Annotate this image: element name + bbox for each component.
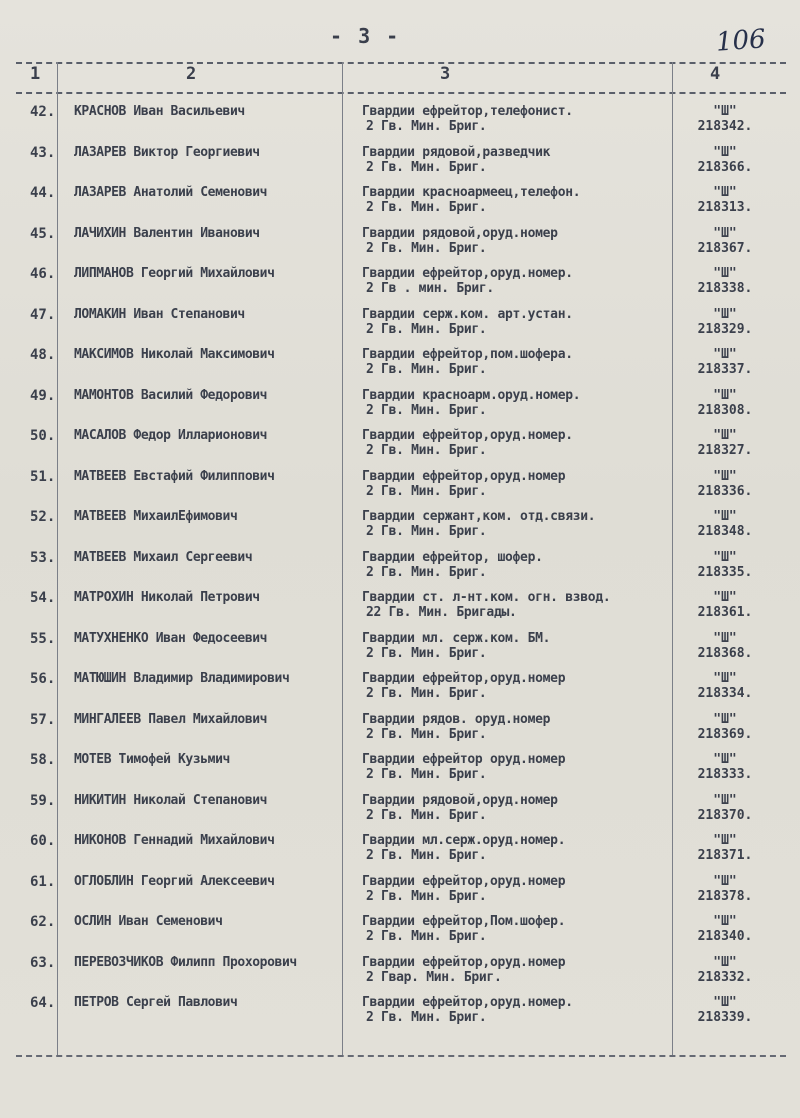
registration (680, 104, 770, 134)
registration-number: 218348. (697, 524, 753, 539)
registration (680, 752, 770, 782)
registration-number: 218370. (697, 807, 753, 823)
registration-code: "Ш" (713, 954, 737, 970)
unit: 2 Гв. Мин. Бриг. (366, 321, 487, 337)
entry-number: 59. (30, 792, 56, 809)
registration-code: "Ш" (713, 387, 737, 403)
person-name: МОТЕВ Тимофей Кузьмич (74, 752, 230, 767)
registration-code: "Ш" (713, 509, 737, 524)
person-name: ОГЛОБЛИН Георгий Алексеевич (74, 873, 275, 889)
rank-position: Гвардии ефрейтор,телефонист. (362, 104, 573, 119)
unit: 2 Гв. Мин. Бриг. (366, 929, 487, 944)
unit: 2 Гв. Мин. Бриг. (366, 443, 487, 458)
registration (680, 914, 770, 944)
rank-unit (362, 428, 662, 458)
unit: 2 Гв. Мин. Бриг. (366, 726, 487, 742)
person-name: ЛОМАКИН Иван Степанович (74, 306, 245, 322)
registration-code: "Ш" (713, 752, 737, 767)
rank-position: Гвардии ефрейтор,оруд.номер (362, 468, 566, 484)
person-name: ОСЛИН Иван Семенович (74, 914, 223, 929)
unit: 2 Гв. Мин. Бриг. (366, 524, 487, 539)
list-item (0, 671, 800, 712)
person-name: МАТУХНЕНКО Иван Федосеевич (74, 630, 268, 646)
rank-unit (362, 914, 662, 944)
rank-unit (362, 388, 662, 418)
unit: 2 Гв. Мин. Бриг. (366, 200, 487, 215)
unit: 2 Гв . мин. Бриг. (366, 281, 494, 296)
rank-unit (362, 793, 662, 823)
registration-code: "Ш" (713, 468, 737, 484)
entry-number: 46. (30, 266, 56, 282)
rank-position: Гвардии рядов. оруд.номер (362, 711, 551, 727)
registration (680, 226, 770, 256)
unit: 2 Гв. Мин. Бриг. (366, 645, 487, 661)
rank-unit (362, 874, 662, 904)
registration-code: "Ш" (713, 428, 737, 443)
rank-unit (362, 631, 662, 661)
unit: 2 Гв. Мин. Бриг. (366, 119, 487, 134)
unit: 2 Гв. Мин. Бриг. (366, 686, 487, 701)
rank-position: Гвардии ефрейтор,оруд.номер (362, 873, 566, 889)
registration (680, 712, 770, 742)
footer-rule (16, 1055, 786, 1057)
registration-code: "Ш" (713, 833, 737, 848)
registration-number: 218313. (697, 200, 753, 215)
entry-number: 45. (30, 225, 56, 242)
unit: 2 Гв. Мин. Бриг. (366, 362, 487, 377)
person-name: МАТВЕЕВ Евстафий Филиппович (74, 468, 275, 484)
registration (680, 833, 770, 863)
rank-position: Гвардии ефрейтор,оруд.номер (362, 954, 566, 970)
person-name: ЛИПМАНОВ Георгий Михайлович (74, 266, 275, 281)
rank-position: Гвардии рядовой,оруд.номер (362, 792, 558, 808)
person-name: МАКСИМОВ Николай Максимович (74, 347, 275, 362)
entry-number: 64. (30, 995, 56, 1011)
registration-number: 218327. (697, 443, 753, 458)
entry-number: 48. (30, 347, 56, 363)
unit: 2 Гв. Мин. Бриг. (366, 483, 487, 499)
rank-position: Гвардии рядовой,оруд.номер (362, 225, 558, 241)
registration-number: 218334. (697, 686, 753, 701)
entry-number: 42. (30, 104, 56, 120)
registration-number: 218337. (697, 362, 753, 377)
unit: 2 Гв. Мин. Бриг. (366, 767, 487, 782)
registration-number: 218340. (697, 929, 753, 944)
unit: 2 Гв. Мин. Бриг. (366, 1010, 487, 1025)
registration-number: 218329. (697, 321, 753, 337)
person-name: ЛАЗАРЕВ Виктор Георгиевич (74, 144, 260, 160)
entry-number: 49. (30, 387, 56, 404)
registration-number: 218332. (697, 969, 753, 985)
rank-position: Гвардии рядовой,разведчик (362, 144, 551, 160)
registration (680, 509, 770, 539)
rank-unit (362, 104, 662, 134)
registration-number: 218339. (697, 1010, 753, 1025)
rank-position: Гвардии ст. л-нт.ком. огн. взвод. (362, 590, 611, 605)
registration (680, 590, 770, 620)
person-name: МАМОНТОВ Василий Федорович (74, 387, 268, 403)
unit: 2 Гв. Мин. Бриг. (366, 240, 487, 256)
rank-unit (362, 995, 662, 1025)
registration-number: 218333. (697, 767, 753, 782)
list-item (0, 995, 800, 1036)
list-item (0, 307, 800, 348)
entry-number: 44. (30, 185, 56, 201)
registration-code: "Ш" (713, 185, 737, 200)
registration-code: "Ш" (713, 225, 737, 241)
person-name: ЛАЗАРЕВ Анатолий Семенович (74, 185, 268, 200)
rank-unit (362, 185, 662, 215)
column-header-2: 2 (186, 64, 197, 84)
person-name: МИНГАЛЕЕВ Павел Михайлович (74, 711, 268, 727)
registration-code: "Ш" (713, 914, 737, 929)
registration (680, 793, 770, 823)
registration-number: 218335. (697, 564, 753, 580)
rank-position: Гвардии ефрейтор, шофер. (362, 549, 543, 565)
rank-position: Гвардии ефрейтор,оруд.номер. (362, 995, 573, 1010)
list-item (0, 752, 800, 793)
rank-unit (362, 145, 662, 175)
rank-unit (362, 347, 662, 377)
rank-unit (362, 671, 662, 701)
person-name: МАТРОХИН Николай Петрович (74, 590, 260, 605)
rank-position: Гвардии ефрейтор,оруд.номер. (362, 428, 573, 443)
unit: 2 Гв. Мин. Бриг. (366, 402, 487, 418)
registration (680, 347, 770, 377)
registration (680, 631, 770, 661)
unit: 2 Гв. Мин. Бриг. (366, 564, 487, 580)
registration (680, 145, 770, 175)
registration (680, 266, 770, 296)
person-name: ЛАЧИХИН Валентин Иванович (74, 225, 260, 241)
rank-unit (362, 833, 662, 863)
column-header-3: 3 (440, 64, 451, 84)
registration-code: "Ш" (713, 630, 737, 646)
registration-code: "Ш" (713, 590, 737, 605)
list-item (0, 590, 800, 631)
archive-number-handwritten: 106 (715, 24, 767, 58)
list-item (0, 833, 800, 874)
registration-number: 218338. (697, 281, 753, 296)
person-name: МАТВЕЕВ Михаил Сергеевич (74, 549, 253, 565)
entry-number: 54. (30, 590, 56, 606)
registration (680, 307, 770, 337)
unit: 2 Гв. Мин. Бриг. (366, 159, 487, 175)
unit: 22 Гв. Мин. Бригады. (366, 605, 517, 620)
registration-code: "Ш" (713, 347, 737, 362)
unit: 2 Гв. Мин. Бриг. (366, 888, 487, 904)
person-name: МАТВЕЕВ МихаилЕфимович (74, 509, 238, 524)
registration-code: "Ш" (713, 266, 737, 281)
rank-position: Гвардии мл.серж.оруд.номер. (362, 833, 566, 848)
rank-unit (362, 469, 662, 499)
rank-unit (362, 955, 662, 985)
list-item (0, 388, 800, 429)
rank-unit (362, 226, 662, 256)
registration (680, 388, 770, 418)
entry-number: 57. (30, 711, 56, 728)
rank-position: Гвардии ефрейтор,Пом.шофер. (362, 914, 566, 929)
rank-unit (362, 752, 662, 782)
entry-number: 63. (30, 954, 56, 971)
list-item (0, 631, 800, 672)
entry-number: 51. (30, 468, 56, 485)
registration-number: 218366. (697, 159, 753, 175)
registration-number: 218371. (697, 848, 753, 863)
registration-number: 218308. (697, 402, 753, 418)
person-name: КРАСНОВ Иван Васильевич (74, 104, 245, 119)
list-item (0, 874, 800, 915)
list-item (0, 793, 800, 834)
entry-number: 43. (30, 144, 56, 161)
list-item (0, 428, 800, 469)
rank-unit (362, 550, 662, 580)
rank-position: Гвардии красноармеец,телефон. (362, 185, 581, 200)
column-header-1: 1 (30, 64, 41, 84)
column-header-4: 4 (710, 64, 721, 84)
entry-number: 56. (30, 671, 56, 687)
unit: 2 Гв. Мин. Бриг. (366, 807, 487, 823)
registration (680, 874, 770, 904)
list-item (0, 347, 800, 388)
rank-unit (362, 712, 662, 742)
entry-number: 61. (30, 873, 56, 890)
registration-number: 218361. (697, 605, 753, 620)
rank-position: Гвардии ефрейтор,оруд.номер (362, 671, 566, 686)
person-name: НИКОНОВ Геннадий Михайлович (74, 833, 275, 848)
registration-code: "Ш" (713, 549, 737, 565)
registration (680, 469, 770, 499)
list-item (0, 266, 800, 307)
rank-unit (362, 509, 662, 539)
rank-position: Гвардии мл. серж.ком. БМ. (362, 630, 551, 646)
rank-position: Гвардии ефрейтор,пом.шофера. (362, 347, 573, 362)
registration (680, 428, 770, 458)
person-name: ПЕТРОВ Сергей Павлович (74, 995, 238, 1010)
list-item (0, 226, 800, 267)
person-name: МАТЮШИН Владимир Владимирович (74, 671, 290, 686)
rank-unit (362, 590, 662, 620)
registration-number: 218369. (697, 726, 753, 742)
rank-position: Гвардии ефрейтор оруд.номер (362, 752, 566, 767)
rank-unit (362, 307, 662, 337)
rank-position: Гвардии сержант,ком. отд.связи. (362, 509, 596, 524)
entry-number: 58. (30, 752, 56, 768)
list-item (0, 712, 800, 753)
entry-number: 62. (30, 914, 56, 930)
entry-number: 60. (30, 833, 56, 849)
list-item (0, 185, 800, 226)
registration-number: 218367. (697, 240, 753, 256)
page-number: - 3 - (330, 24, 401, 48)
header-rule-top (16, 62, 786, 64)
list-item (0, 104, 800, 145)
entry-number: 55. (30, 630, 56, 647)
rank-position: Гвардии серж.ком. арт.устан. (362, 306, 573, 322)
registration-code: "Ш" (713, 873, 737, 889)
registration-code: "Ш" (713, 711, 737, 727)
header-rule-bottom (16, 92, 786, 94)
registration-number: 218342. (697, 119, 753, 134)
rank-position: Гвардии ефрейтор,оруд.номер. (362, 266, 573, 281)
registration-code: "Ш" (713, 144, 737, 160)
list-item (0, 145, 800, 186)
personnel-list (0, 104, 800, 1036)
list-item (0, 914, 800, 955)
registration-number: 218368. (697, 645, 753, 661)
rank-unit (362, 266, 662, 296)
person-name: МАСАЛОВ Федор Илларионович (74, 428, 268, 443)
registration (680, 995, 770, 1025)
registration-number: 218336. (697, 483, 753, 499)
registration-number: 218378. (697, 888, 753, 904)
registration-code: "Ш" (713, 792, 737, 808)
registration-code: "Ш" (713, 306, 737, 322)
registration (680, 185, 770, 215)
registration-code: "Ш" (713, 995, 737, 1010)
list-item (0, 550, 800, 591)
registration (680, 550, 770, 580)
registration-code: "Ш" (713, 104, 737, 119)
person-name: НИКИТИН Николай Степанович (74, 792, 268, 808)
entry-number: 47. (30, 306, 56, 323)
entry-number: 52. (30, 509, 56, 525)
unit: 2 Гвар. Мин. Бриг. (366, 969, 502, 985)
registration-code: "Ш" (713, 671, 737, 686)
registration (680, 671, 770, 701)
unit: 2 Гв. Мин. Бриг. (366, 848, 487, 863)
list-item (0, 509, 800, 550)
entry-number: 50. (30, 428, 56, 444)
rank-position: Гвардии красноарм.оруд.номер. (362, 387, 581, 403)
list-item (0, 469, 800, 510)
person-name: ПЕРЕВОЗЧИКОВ Филипп Прохорович (74, 954, 297, 970)
registration (680, 955, 770, 985)
list-item (0, 955, 800, 996)
entry-number: 53. (30, 549, 56, 566)
